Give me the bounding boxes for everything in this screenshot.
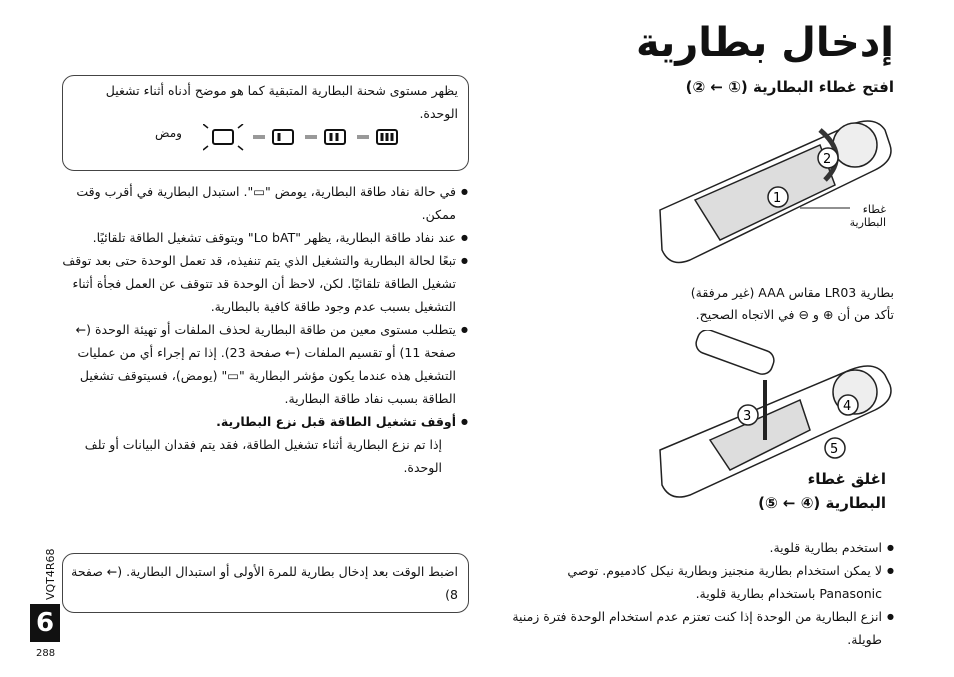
list-item: ● انزع البطارية من الوحدة إذا كنت تعتزم عدم استخدام الوحدة فترة زمنية طويلة. <box>502 605 882 651</box>
list-item-bold: ● أوقف تشغيل الطاقة قبل نزع البطارية. <box>62 410 456 433</box>
list-item: ● في حالة نفاد طاقة البطارية، يومض "▭". استبدل البطارية في أقرب وقت ممكن. <box>62 180 456 226</box>
list-item: ● تبعًا لحالة البطارية والتشغيل الذي يتم تنفيذه، قد تعمل الوحدة حتى بعد توقف تشغيل الطاقة تلقائيًا. لكن، لاحظ أن الوحدة قد تتوقف عن العمل فجأة أثناء التشغيل بسبب عدم وجود طاقة كافية بالبطارية. <box>62 249 456 318</box>
set-clock-box <box>62 553 469 613</box>
one-bar-battery-icon <box>273 130 293 144</box>
step5-marker: 5 <box>830 442 839 457</box>
empty-battery-icon <box>213 130 233 144</box>
close-cover-heading-1: اغلق غطاء <box>807 470 886 488</box>
check-orientation-text: تأكد من أن ⊕ و ⊖ في الاتجاه الصحيح. <box>695 307 894 322</box>
page-small-number: 288 <box>36 648 56 659</box>
set-clock-text: اضبط الوقت بعد إدخال بطارية للمرة الأولى أو استبدال البطارية. (← صفحة 8) <box>71 564 458 602</box>
page-title: إدخال بطارية <box>635 20 894 66</box>
battery-type-text: بطارية LR03 مقاس AAA (غير مرفقة) <box>690 285 894 300</box>
right-bullet-list <box>502 536 882 651</box>
battery-level-icons <box>203 124 433 154</box>
battery-level-box <box>62 75 469 171</box>
left-bullet-list <box>62 180 456 479</box>
document-code: VQT4R68 <box>44 548 57 600</box>
list-item: ● عند نفاد طاقة البطارية، يظهر "Lo bAT" ويتوقف تشغيل الطاقة تلقائيًا. <box>62 226 456 249</box>
open-cover-heading: افتح غطاء البطارية (① ← ②) <box>685 78 894 96</box>
close-cover-heading-2: البطارية (④ ← ⑤) <box>758 494 886 512</box>
cover-label: غطاء البطارية <box>849 203 886 229</box>
page-number: 6 <box>30 604 60 642</box>
sub-list-item: إذا تم نزع البطارية أثناء تشغيل الطاقة، فقد يتم فقدان البيانات أو تلف الوحدة. <box>84 437 442 475</box>
step4-marker: 4 <box>843 399 852 414</box>
list-item: ● استخدم بطارية قلوية. <box>502 536 882 559</box>
blinks-label: ومض <box>155 126 182 140</box>
recorder-open-cover-illustration <box>650 100 900 270</box>
list-item: ● لا يمكن استخدام بطارية منجنيز وبطارية نيكل كادميوم. توصي Panasonic باستخدام بطارية قلوية. <box>502 559 882 605</box>
step2-marker: 2 <box>823 152 832 167</box>
step3-marker: 3 <box>743 409 752 424</box>
step1-marker: 1 <box>773 191 782 206</box>
battery-level-text: يظهر مستوى شحنة البطارية المتبقية كما هو موضح أدناه أثناء تشغيل الوحدة. <box>105 83 458 121</box>
list-item: ● يتطلب مستوى معين من طاقة البطارية لحذف الملفات أو تهيئة الوحدة (← صفحة 11) أو تقسيم الملفات (← صفحة 23). إذا تم إجراء أي من عمليات التشغيل هذه عندما يكون مؤشر البطارية "▭" (يومض)، فسيتوقف تشغيل الطاقة بسبب نفاد طاقة البطارية. <box>62 318 456 410</box>
two-bar-battery-icon <box>325 130 345 144</box>
